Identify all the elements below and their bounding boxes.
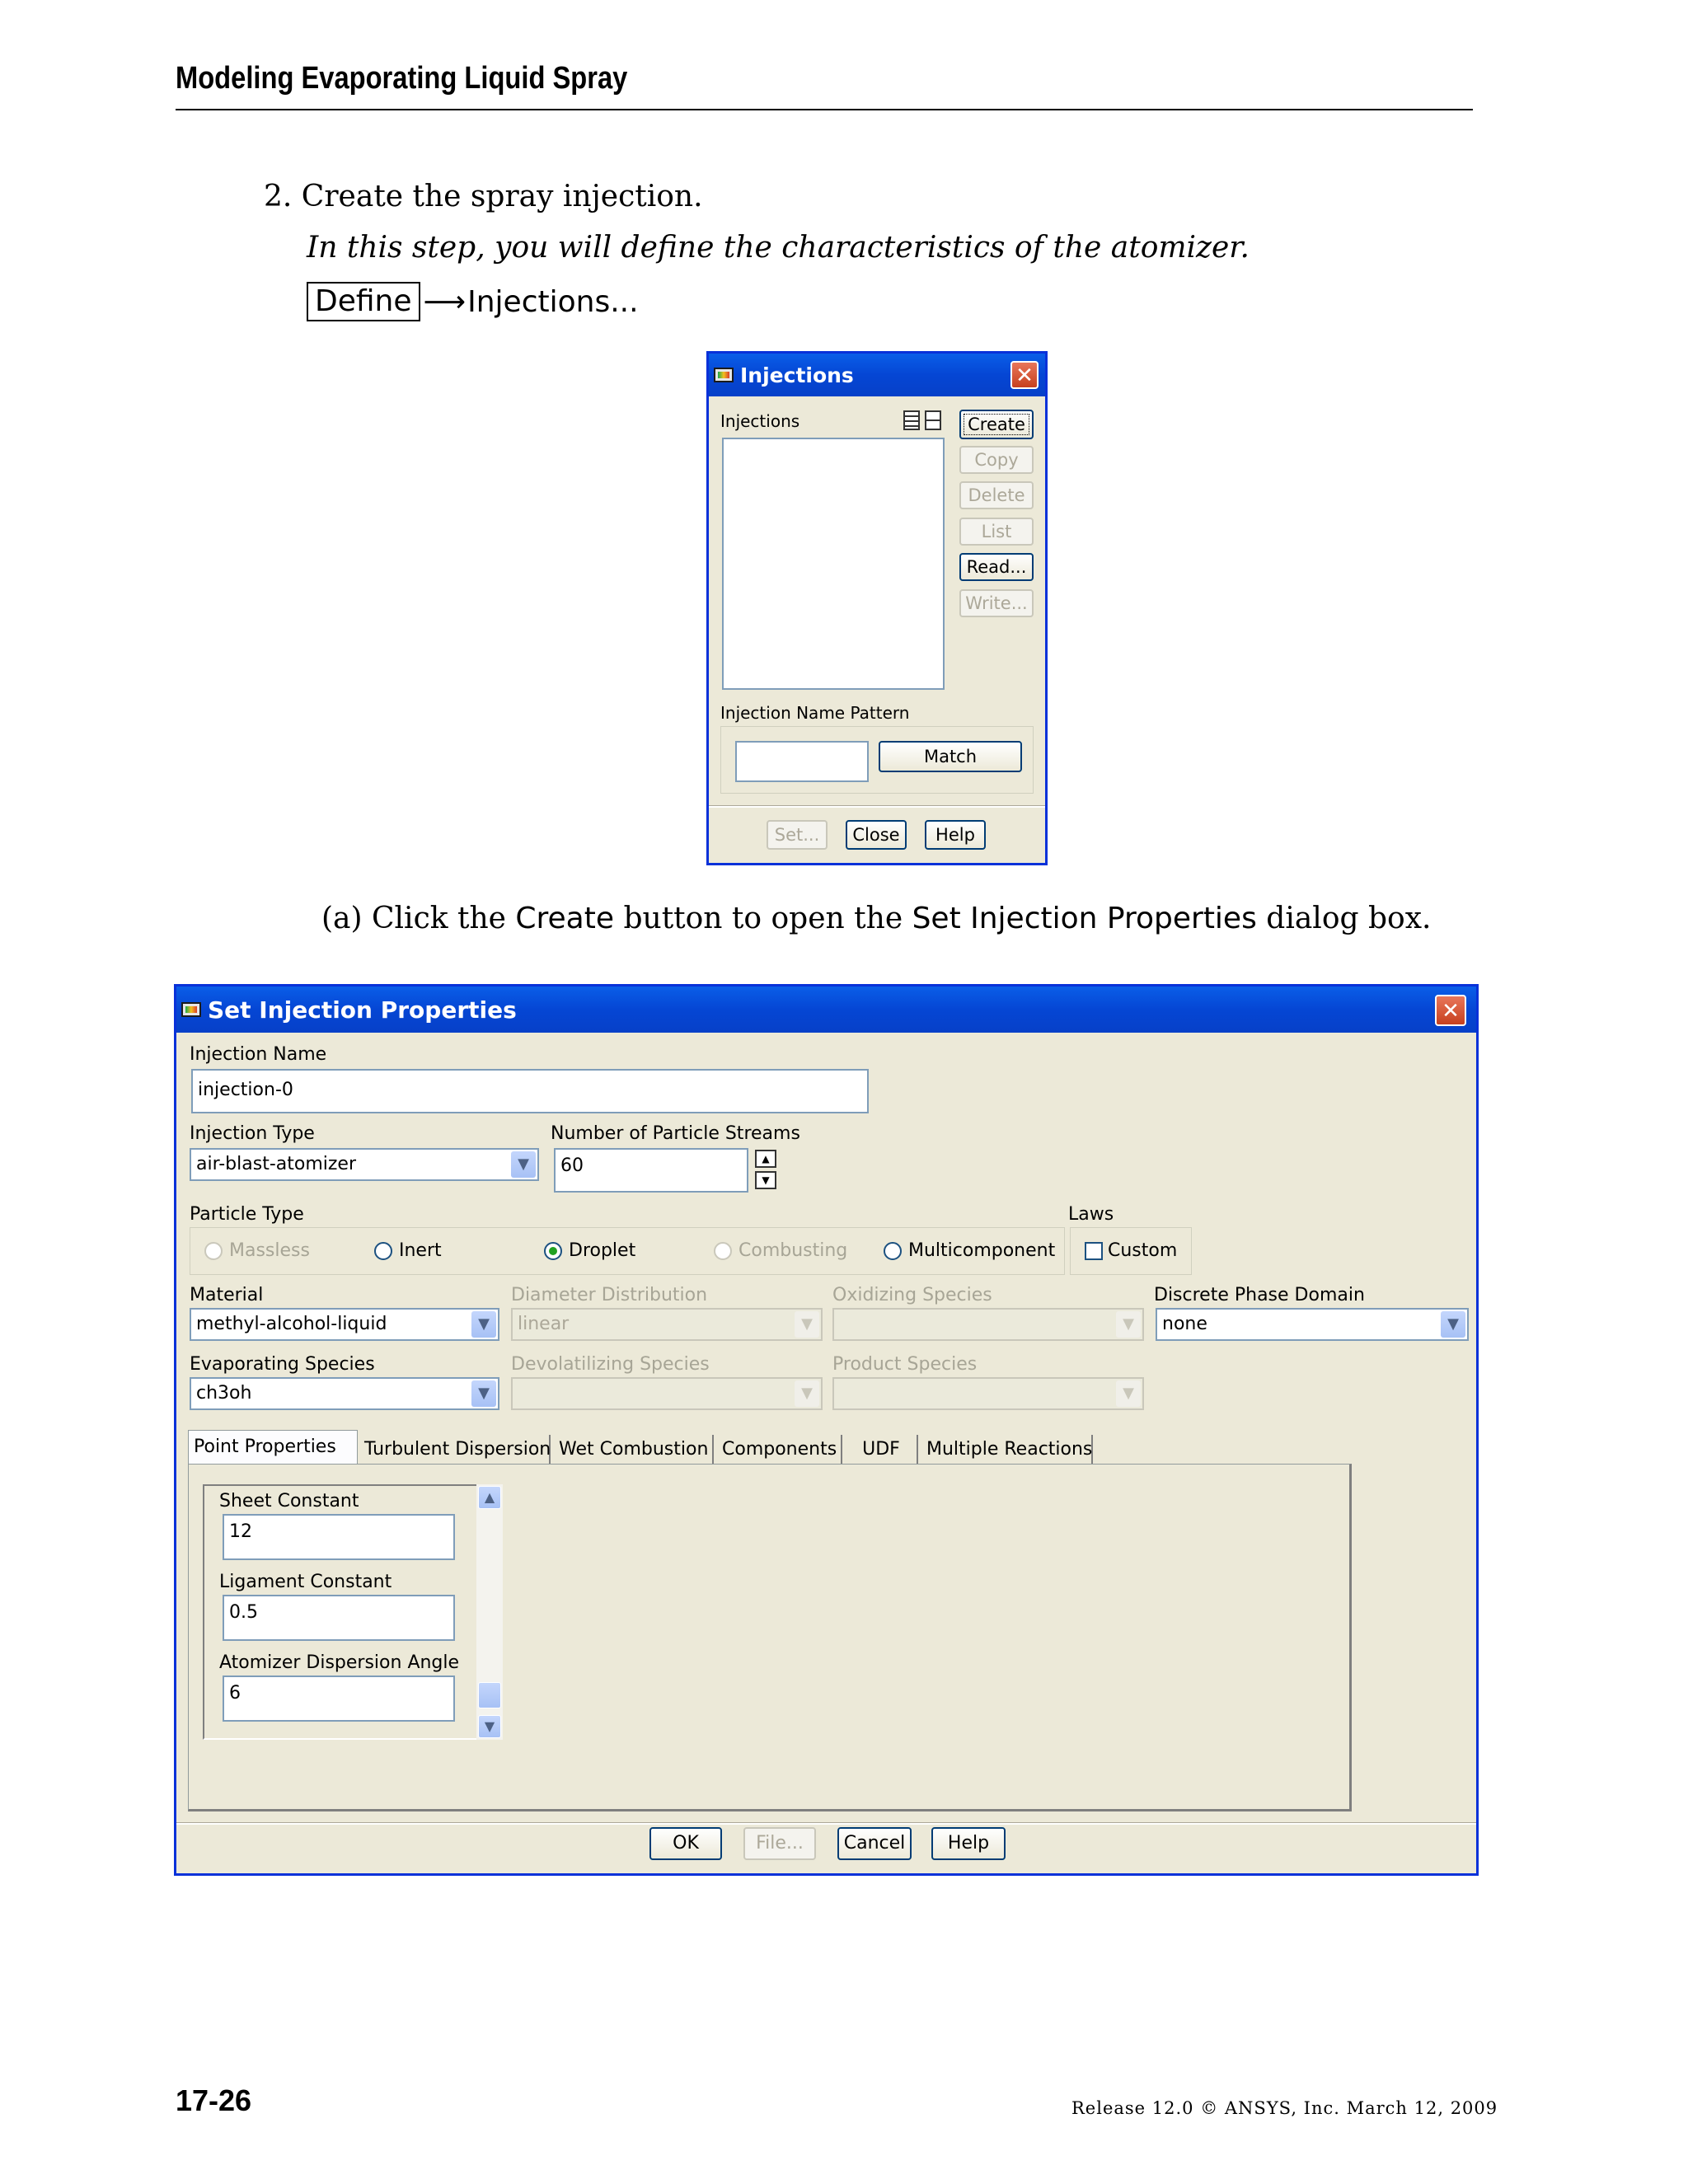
cancel-button[interactable]: Cancel — [837, 1827, 912, 1860]
laws-label: Laws — [1068, 1204, 1114, 1225]
particle-type-droplet: Droplet — [569, 1240, 636, 1261]
page-header-title: Modeling Evaporating Liquid Spray — [176, 61, 628, 96]
devolatilizing-species-label: Devolatilizing Species — [511, 1354, 710, 1375]
radio-inert[interactable] — [374, 1242, 392, 1260]
set-injection-titlebar — [176, 987, 1476, 1033]
footer-separator — [176, 1822, 1476, 1825]
match-button[interactable]: Match — [879, 741, 1022, 772]
material-label: Material — [190, 1285, 264, 1305]
caption-dialog: Set Injection Properties — [912, 902, 1257, 935]
menu-item-injections: Injections... — [467, 284, 639, 319]
num-streams-label: Number of Particle Streams — [551, 1123, 800, 1144]
tab-wet-combustion[interactable]: Wet Combustion — [554, 1435, 714, 1465]
injection-name-input[interactable]: injection-0 — [191, 1069, 869, 1113]
custom-label: Custom — [1108, 1240, 1178, 1261]
injection-type-select[interactable] — [190, 1148, 539, 1181]
evaporating-species-label: Evaporating Species — [190, 1354, 375, 1375]
chevron-down-icon[interactable]: ▼ — [471, 1380, 496, 1407]
close-icon[interactable]: ✕ — [1010, 361, 1039, 389]
chevron-down-icon[interactable]: ▼ — [511, 1151, 536, 1178]
sheet-constant-label: Sheet Constant — [219, 1491, 359, 1511]
scroll-up-icon[interactable]: ▲ — [478, 1486, 501, 1509]
diameter-distribution-label: Diameter Distribution — [511, 1285, 708, 1305]
spin-up-icon[interactable]: ▲ — [755, 1150, 776, 1168]
injections-dialog — [706, 351, 1048, 865]
diameter-distribution-select[interactable] — [511, 1308, 823, 1341]
dispersion-angle-label: Atomizer Dispersion Angle — [219, 1652, 460, 1673]
injections-list-label: Injections — [720, 411, 800, 431]
app-icon — [181, 1002, 201, 1017]
app-icon — [714, 368, 734, 382]
delete-button[interactable]: Delete — [959, 481, 1034, 509]
pattern-label: Injection Name Pattern — [720, 703, 910, 723]
injections-list[interactable] — [722, 438, 945, 690]
chevron-down-icon[interactable]: ▼ — [1116, 1311, 1141, 1338]
ligament-constant-label: Ligament Constant — [219, 1572, 392, 1592]
set-injection-dialog-title: Set Injection Properties — [208, 996, 517, 1024]
tab-turbulent-dispersion[interactable]: Turbulent Dispersion — [359, 1435, 551, 1465]
dispersion-angle-input[interactable]: 6 — [223, 1675, 455, 1722]
radio-droplet[interactable] — [544, 1242, 562, 1260]
arrow-icon: ⟶ — [423, 284, 467, 319]
caption-suffix: dialog box. — [1256, 902, 1432, 935]
ligament-constant-input[interactable]: 0.5 — [223, 1595, 455, 1641]
scroll-down-icon[interactable]: ▼ — [478, 1715, 501, 1738]
page-number: 17-26 — [176, 2083, 252, 2117]
close-icon[interactable]: ✕ — [1435, 995, 1466, 1026]
injection-name-label: Injection Name — [190, 1044, 327, 1065]
chevron-down-icon[interactable]: ▼ — [1116, 1380, 1141, 1407]
pattern-input[interactable] — [735, 741, 869, 782]
oxidizing-species-label: Oxidizing Species — [832, 1285, 992, 1305]
scroll-thumb[interactable] — [478, 1682, 501, 1708]
particle-type-combusting: Combusting — [738, 1240, 848, 1261]
particle-type-multicomponent: Multicomponent — [908, 1240, 1056, 1261]
discrete-phase-domain-label: Discrete Phase Domain — [1154, 1285, 1365, 1305]
product-species-label: Product Species — [832, 1354, 978, 1375]
devolatilizing-species-select[interactable] — [511, 1377, 823, 1410]
chevron-down-icon[interactable]: ▼ — [471, 1311, 496, 1338]
help-button[interactable]: Help — [925, 820, 986, 850]
header-rule — [176, 109, 1473, 110]
caption-prefix: (a) Click the — [321, 902, 516, 935]
material-value: methyl-alcohol-liquid — [196, 1314, 387, 1334]
create-button[interactable]: Create — [959, 410, 1034, 439]
caption-create: Create — [515, 902, 615, 935]
footer-separator — [709, 805, 1045, 808]
tab-multiple-reactions[interactable]: Multiple Reactions — [921, 1435, 1093, 1465]
injection-type-value: air-blast-atomizer — [196, 1154, 356, 1174]
material-select[interactable] — [190, 1308, 499, 1341]
particle-type-massless: Massless — [229, 1240, 310, 1261]
chevron-down-icon[interactable]: ▼ — [1441, 1311, 1465, 1338]
step-text: 2. Create the spray injection. — [264, 180, 703, 213]
injections-dialog-title: Injections — [740, 363, 854, 387]
write-button[interactable]: Write... — [959, 589, 1034, 617]
tab-udf[interactable]: UDF — [846, 1435, 918, 1465]
close-button[interactable]: Close — [846, 820, 907, 850]
caption-middle: button to open the — [614, 902, 912, 935]
diameter-distribution-value: linear — [518, 1314, 570, 1334]
tab-point-properties[interactable]: Point Properties — [188, 1430, 358, 1465]
evaporating-species-value: ch3oh — [196, 1383, 252, 1404]
chevron-down-icon[interactable]: ▼ — [795, 1311, 819, 1338]
list-button[interactable]: List — [959, 518, 1034, 546]
radio-multicomponent[interactable] — [884, 1242, 902, 1260]
spin-down-icon[interactable]: ▼ — [755, 1171, 776, 1189]
set-injection-properties-dialog — [174, 984, 1479, 1876]
step-description: In this step, you will define the characteristics of the atomizer. — [307, 231, 1250, 265]
num-streams-input[interactable]: 60 — [554, 1148, 748, 1193]
product-species-select[interactable] — [832, 1377, 1144, 1410]
oxidizing-species-select[interactable] — [832, 1308, 1144, 1341]
read-button[interactable]: Read... — [959, 553, 1034, 581]
radio-combusting[interactable] — [714, 1242, 732, 1260]
particle-type-inert: Inert — [399, 1240, 442, 1261]
discrete-phase-domain-value: none — [1162, 1314, 1207, 1334]
ok-button[interactable]: OK — [649, 1827, 722, 1860]
release-line: Release 12.0 © ANSYS, Inc. March 12, 2009 — [1071, 2098, 1498, 2118]
copy-button[interactable]: Copy — [959, 446, 1034, 474]
list-view-icon[interactable] — [903, 410, 920, 430]
radio-massless[interactable] — [204, 1242, 223, 1260]
menu-define: Define — [307, 282, 420, 321]
menu-path — [307, 282, 639, 321]
discrete-phase-domain-select[interactable] — [1156, 1308, 1469, 1341]
tab-components[interactable]: Components — [717, 1435, 842, 1465]
particle-type-label: Particle Type — [190, 1204, 304, 1225]
caption — [321, 902, 1431, 935]
injection-type-label: Injection Type — [190, 1123, 315, 1144]
list-collapse-icon[interactable] — [925, 410, 941, 430]
evaporating-species-select[interactable] — [190, 1377, 499, 1410]
help-button[interactable]: Help — [931, 1827, 1006, 1860]
custom-checkbox[interactable] — [1085, 1242, 1103, 1260]
set-button[interactable]: Set... — [767, 820, 828, 850]
chevron-down-icon[interactable]: ▼ — [795, 1380, 819, 1407]
injections-titlebar — [709, 354, 1045, 396]
sheet-constant-input[interactable]: 12 — [223, 1514, 455, 1560]
file-button[interactable]: File... — [743, 1827, 816, 1860]
